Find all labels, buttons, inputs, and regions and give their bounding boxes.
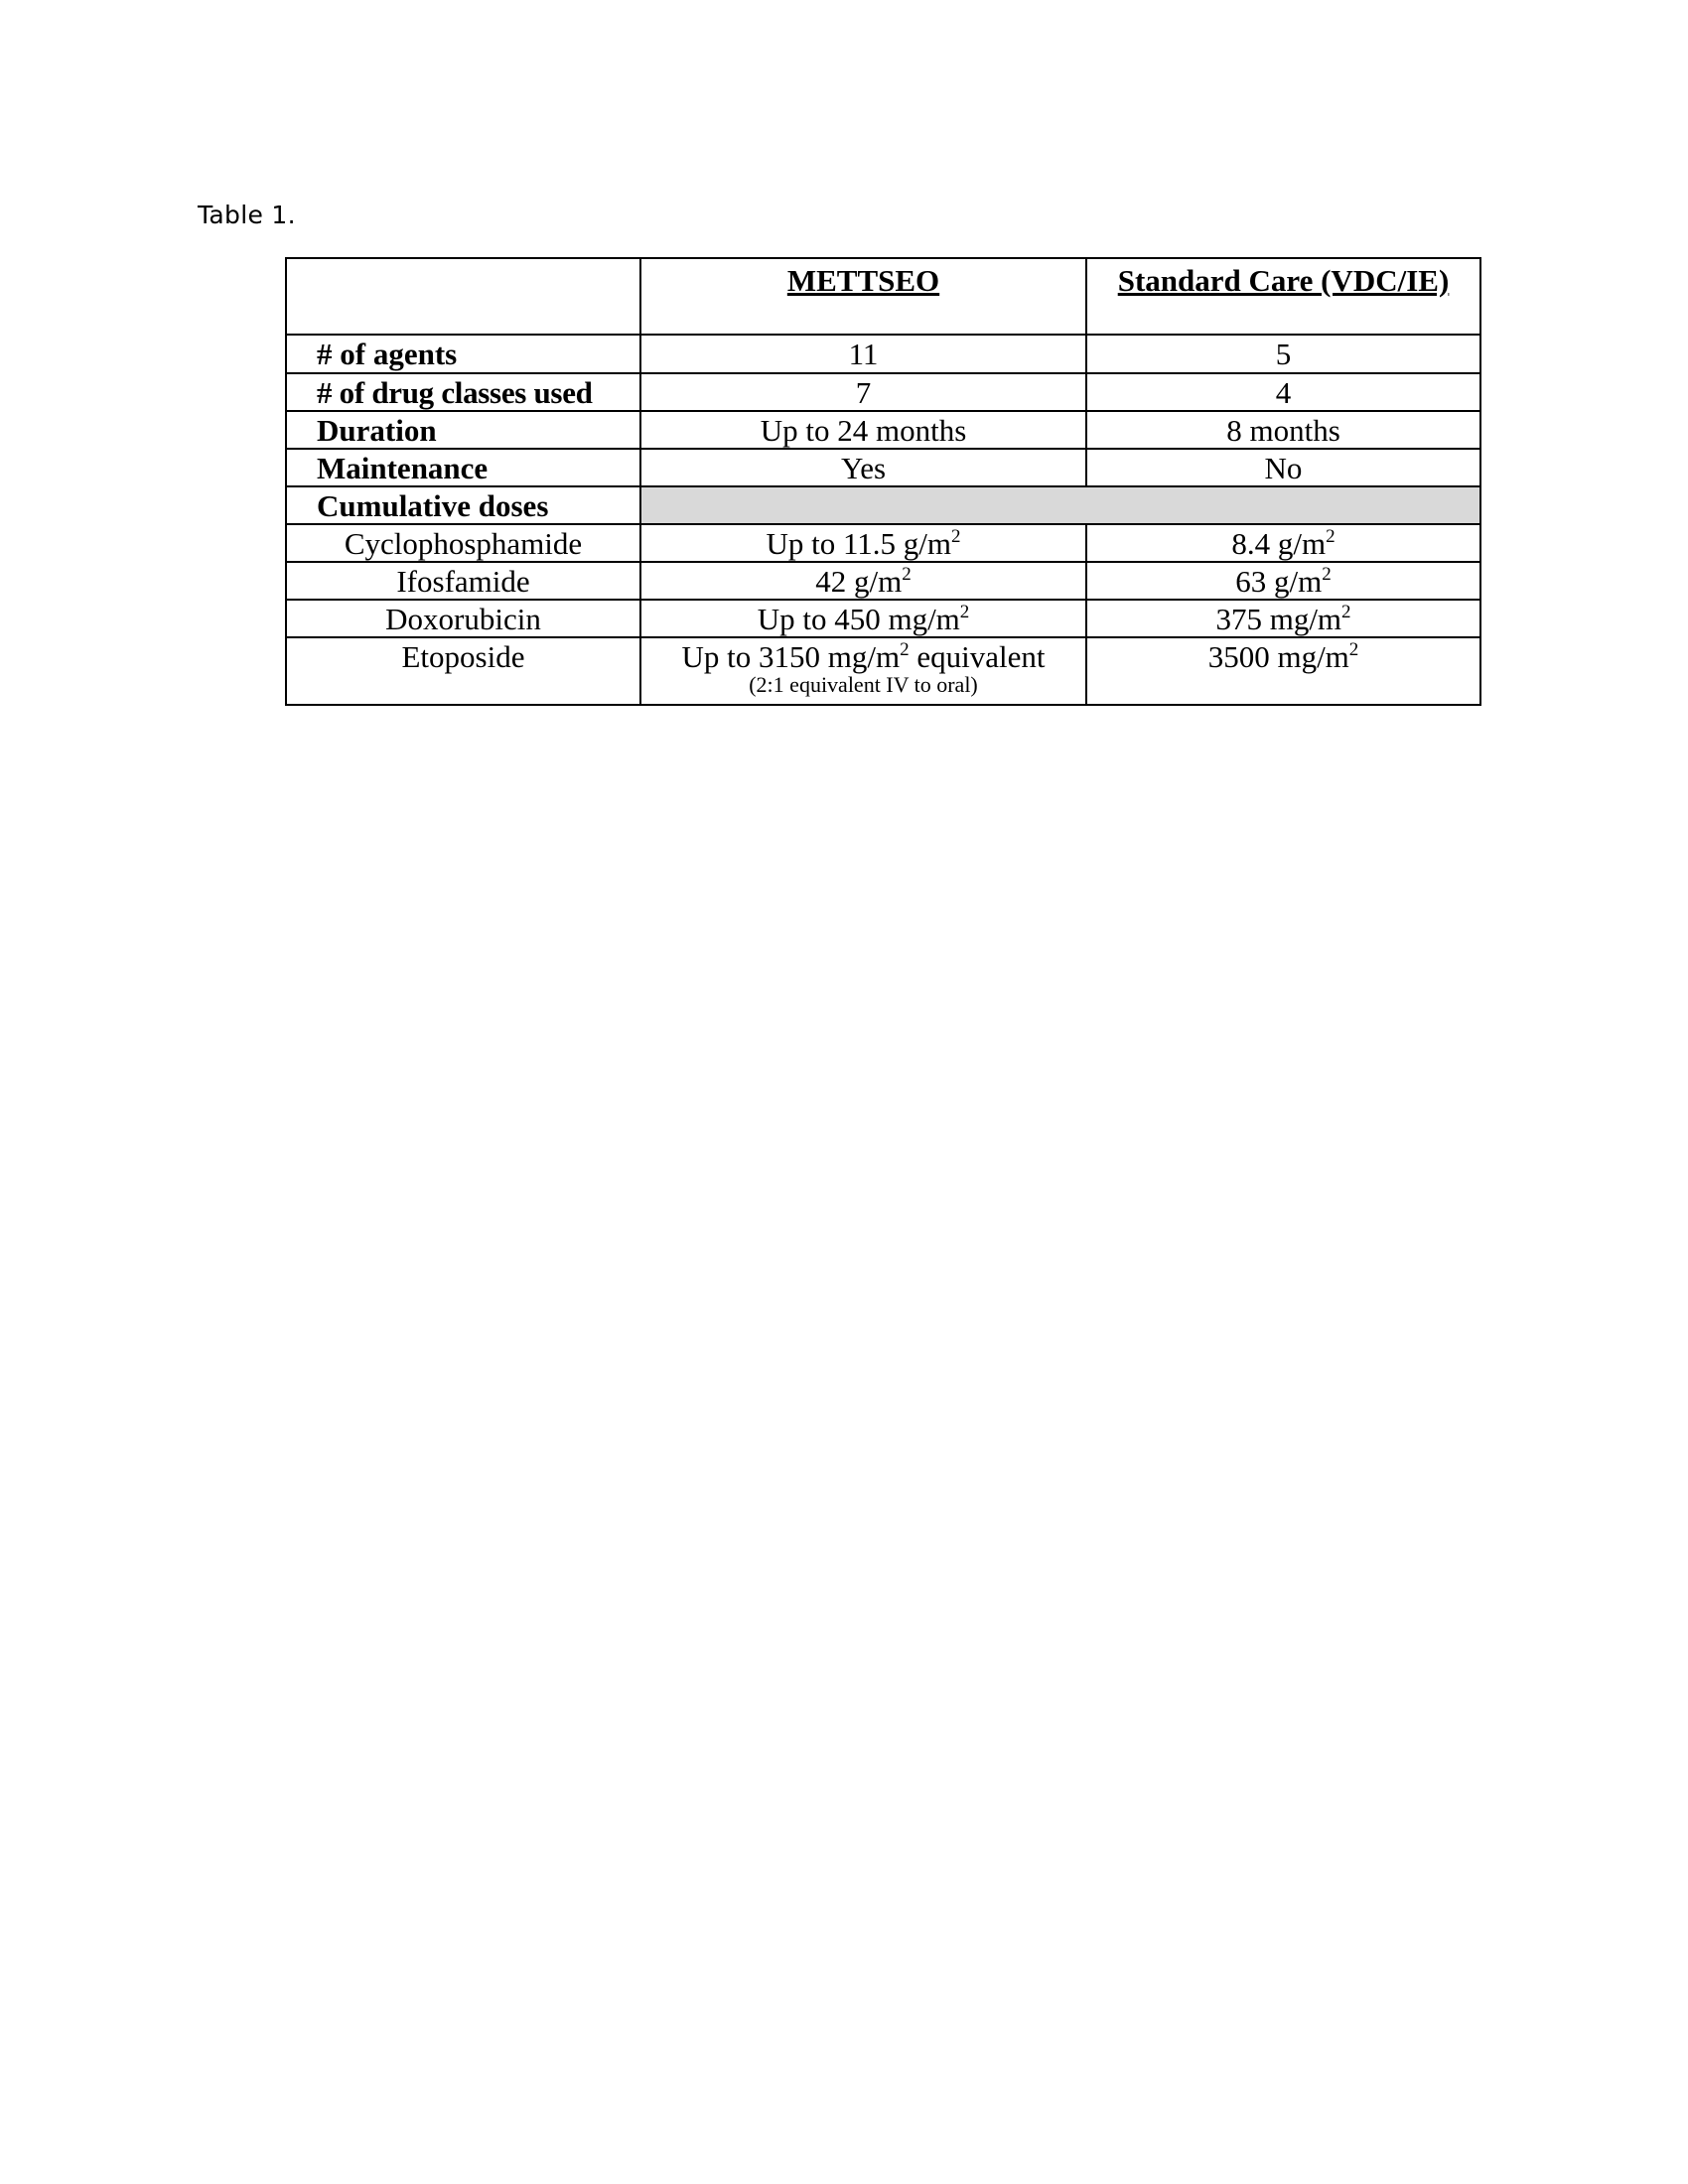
row-label: # of drug classes used [286,373,640,411]
header-row [286,258,1480,335]
row-label: Maintenance [286,449,640,486]
mettseo-value: Up to 24 months [640,411,1086,449]
section-label: Cumulative doses [286,486,640,524]
table-row [286,411,1480,449]
mettseo-value: 7 [640,373,1086,411]
mettseo-dose: Up to 11.5 $g/m^2$ [640,524,1086,562]
standard-value: 8 months [1086,411,1480,449]
mettseo-value: 11 [640,335,1086,373]
shaded-cell [640,486,1480,524]
table-row [286,373,1480,411]
standard-value: No [1086,449,1480,486]
table-row [286,600,1480,637]
section-row-cumulative-doses [286,486,1480,524]
table-row [286,449,1480,486]
table-row [286,562,1480,600]
dose-footnote: (2:1 equivalent IV to oral) [749,672,978,697]
table-row [286,335,1480,373]
standard-dose: 63 $g/m^2$ [1086,562,1480,600]
comparison-table [285,257,1481,706]
standard-dose: 375 $mg/m^2$ [1086,600,1480,637]
drug-name: Etoposide [286,637,640,705]
standard-value: 4 [1086,373,1480,411]
table-row [286,524,1480,562]
standard-dose: 8.4 $g/m^2$ [1086,524,1480,562]
table-row [286,637,1480,705]
drug-name: Doxorubicin [286,600,640,637]
table-caption: Table 1. [198,201,296,229]
mettseo-value: Yes [640,449,1086,486]
row-label: # of agents [286,335,640,373]
header-standard-care: Standard Care (VDC/IE) [1086,258,1480,335]
mettseo-dose: Up to 3150 $mg/m^2$ equivalent (2:1 equivalent IV to oral) [640,637,1086,705]
mettseo-dose: 42 $g/m^2$ [640,562,1086,600]
header-empty-cell [286,258,640,335]
header-mettseo: METTSEO [640,258,1086,335]
standard-value: 5 [1086,335,1480,373]
mettseo-dose: Up to 450 $mg/m^2$ [640,600,1086,637]
drug-name: Ifosfamide [286,562,640,600]
row-label: Duration [286,411,640,449]
standard-dose: 3500 $mg/m^2$ [1086,637,1480,705]
drug-name: Cyclophosphamide [286,524,640,562]
